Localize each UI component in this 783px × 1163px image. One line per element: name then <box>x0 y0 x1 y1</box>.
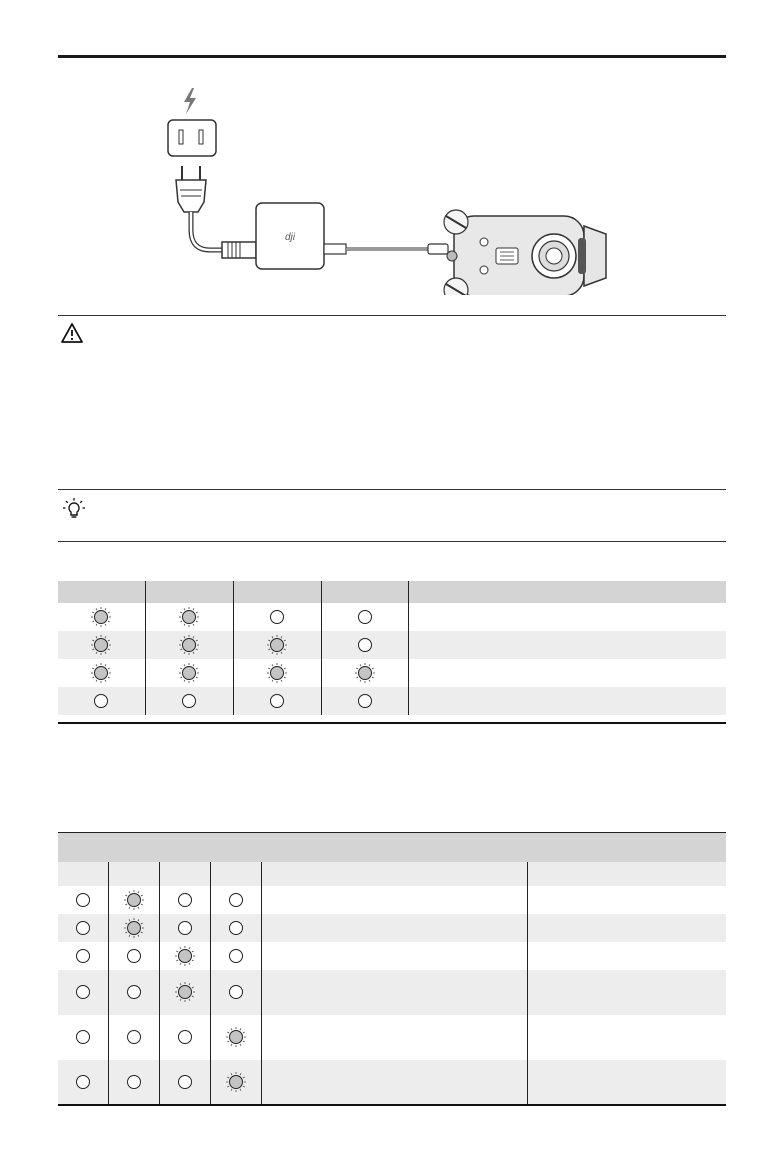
led-off-icon <box>174 1071 196 1093</box>
led-cell <box>159 970 210 1015</box>
led-cell <box>321 687 408 715</box>
led-cell <box>233 631 321 659</box>
led-cell <box>210 886 261 914</box>
led-cell <box>58 914 108 942</box>
header-cell <box>145 581 233 603</box>
led-off-icon <box>72 1026 94 1048</box>
led-off-icon <box>123 945 145 967</box>
note-cell <box>527 886 726 914</box>
table-row <box>58 1015 726 1060</box>
led-cell <box>210 1015 261 1060</box>
led-off-icon <box>225 917 247 939</box>
led-off-icon <box>178 690 200 712</box>
description-cell <box>261 1015 527 1060</box>
description-cell <box>408 687 726 715</box>
table-row <box>58 942 726 970</box>
description-cell <box>408 631 726 659</box>
dji-logo: dji <box>284 232 296 243</box>
description-cell <box>408 659 726 687</box>
table-row <box>58 886 726 914</box>
description-cell <box>261 886 527 914</box>
led-blinking-icon <box>178 662 200 684</box>
header-cell <box>159 862 210 886</box>
led-blinking-icon <box>123 889 145 911</box>
led-blinking-icon <box>174 981 196 1003</box>
led-cell <box>145 631 233 659</box>
table-title-row <box>58 833 726 862</box>
description-cell <box>408 603 726 631</box>
power-icon <box>184 88 196 114</box>
warning-rule <box>58 315 726 316</box>
led-cell <box>159 1060 210 1105</box>
led-cell <box>58 631 145 659</box>
led-cell <box>233 603 321 631</box>
table-row <box>58 970 726 1015</box>
led-cell <box>210 942 261 970</box>
led-cell <box>159 914 210 942</box>
led-off-icon <box>354 634 376 656</box>
header-cell <box>58 862 108 886</box>
led-blinking-icon <box>266 634 288 656</box>
led-off-icon <box>225 981 247 1003</box>
led-cell <box>321 659 408 687</box>
led-off-icon <box>266 606 288 628</box>
table1-bottom-rule <box>58 722 726 724</box>
led-off-icon <box>123 1026 145 1048</box>
table-row <box>58 1060 726 1105</box>
charging-status-table <box>58 832 726 1105</box>
led-cell <box>159 1015 210 1060</box>
led-off-icon <box>354 690 376 712</box>
led-off-icon <box>174 1026 196 1048</box>
led-cell <box>233 659 321 687</box>
led-off-icon <box>123 1071 145 1093</box>
note-cell <box>527 914 726 942</box>
note-cell <box>527 942 726 970</box>
led-cell <box>108 1060 159 1105</box>
description-cell <box>261 942 527 970</box>
led-cell <box>58 659 145 687</box>
led-cell <box>159 886 210 914</box>
led-off-icon <box>72 1071 94 1093</box>
led-cell <box>58 970 108 1015</box>
table-header-row <box>58 862 726 886</box>
led-cell <box>108 1015 159 1060</box>
tip-rule <box>58 489 726 490</box>
led-off-icon <box>266 690 288 712</box>
description-cell <box>261 914 527 942</box>
led-off-icon <box>90 690 112 712</box>
led-off-icon <box>225 889 247 911</box>
led-blinking-icon <box>225 1071 247 1093</box>
led-cell <box>145 603 233 631</box>
led-cell <box>210 914 261 942</box>
table-header-row <box>58 581 726 603</box>
led-blinking-icon <box>123 917 145 939</box>
header-cell <box>261 862 527 886</box>
led-blinking-icon <box>90 606 112 628</box>
header-cell <box>321 581 408 603</box>
led-cell <box>108 970 159 1015</box>
led-off-icon <box>354 606 376 628</box>
header-cell <box>210 862 261 886</box>
note-cell <box>527 1015 726 1060</box>
led-off-icon <box>174 917 196 939</box>
tip-icon <box>62 497 86 521</box>
tip-bottom-rule <box>58 541 726 542</box>
led-cell <box>108 914 159 942</box>
description-cell <box>261 970 527 1015</box>
led-blinking-icon <box>174 945 196 967</box>
led-cell <box>159 942 210 970</box>
led-cell <box>321 603 408 631</box>
led-cell <box>321 631 408 659</box>
header-cell <box>58 581 145 603</box>
header-cell <box>233 581 321 603</box>
top-rule <box>58 55 726 58</box>
led-cell <box>210 1060 261 1105</box>
table-title-cell <box>58 833 726 862</box>
charging-illustration <box>140 80 620 295</box>
table-row <box>58 687 726 715</box>
header-cell <box>527 862 726 886</box>
led-cell <box>58 603 145 631</box>
led-cell <box>58 1060 108 1105</box>
table-row <box>58 631 726 659</box>
led-off-icon <box>225 945 247 967</box>
note-cell <box>527 970 726 1015</box>
led-off-icon <box>72 917 94 939</box>
led-blinking-icon <box>178 634 200 656</box>
led-blinking-icon <box>266 662 288 684</box>
description-cell <box>261 1060 527 1105</box>
led-off-icon <box>72 889 94 911</box>
wall-socket <box>168 120 216 156</box>
led-blinking-icon <box>225 1026 247 1048</box>
table-row <box>58 914 726 942</box>
led-cell <box>210 970 261 1015</box>
note-cell <box>527 1060 726 1105</box>
led-cell <box>233 687 321 715</box>
led-cell <box>58 942 108 970</box>
header-cell <box>108 862 159 886</box>
warning-icon <box>60 322 84 344</box>
header-cell <box>408 581 726 603</box>
led-off-icon <box>72 981 94 1003</box>
led-blinking-icon <box>354 662 376 684</box>
led-blinking-icon <box>90 662 112 684</box>
led-cell <box>58 687 145 715</box>
led-off-icon <box>174 889 196 911</box>
table2-bottom-rule <box>58 1104 726 1106</box>
led-cell <box>58 1015 108 1060</box>
led-cell <box>145 687 233 715</box>
drone <box>444 210 606 295</box>
led-off-icon <box>72 945 94 967</box>
led-blinking-icon <box>90 634 112 656</box>
led-cell <box>108 942 159 970</box>
led-off-icon <box>123 981 145 1003</box>
led-cell <box>108 886 159 914</box>
table-row <box>58 603 726 631</box>
battery-level-table <box>58 581 726 715</box>
led-cell <box>145 659 233 687</box>
led-cell <box>58 886 108 914</box>
led-blinking-icon <box>178 606 200 628</box>
table-row <box>58 659 726 687</box>
